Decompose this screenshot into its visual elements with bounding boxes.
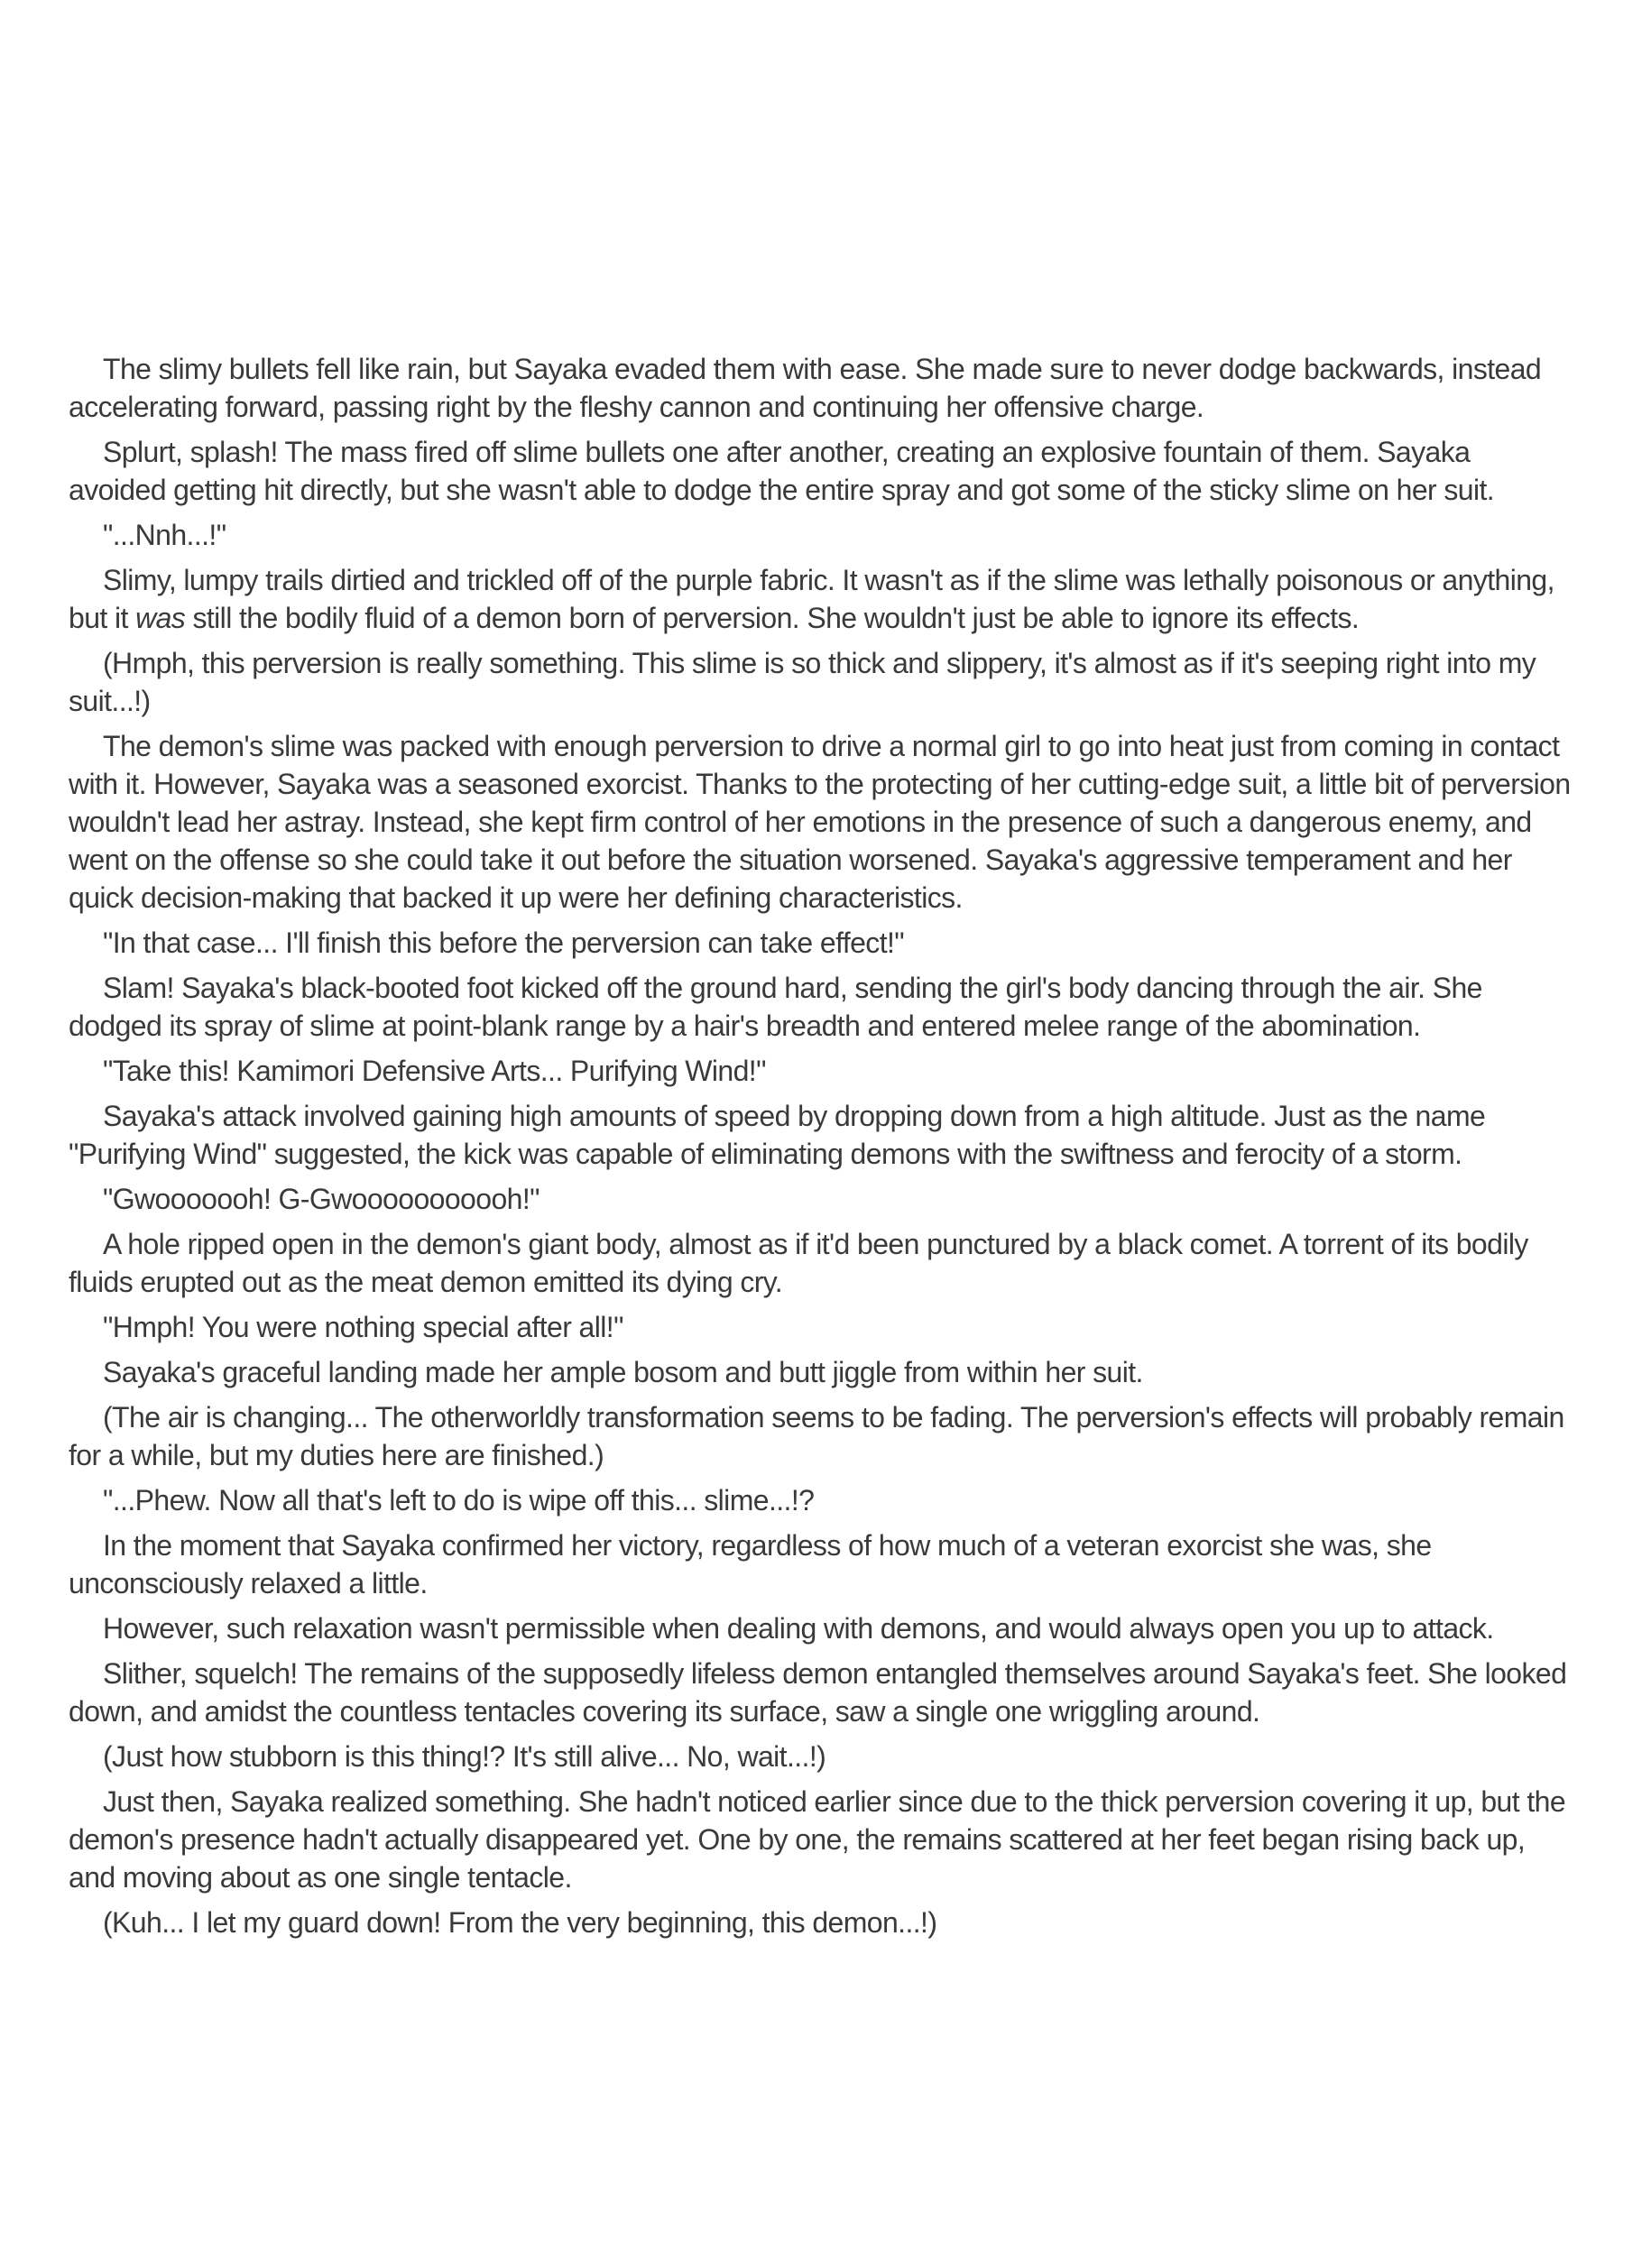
text-segment: Slither, squelch! The remains of the supposedly lifeless demon entangled themselves around Sayaka's feet. She looked down, and amidst the countless tentacles covering its surface, saw a single one wriggling around. [69, 1657, 1567, 1728]
text-segment: In the moment that Sayaka confirmed her victory, regardless of how much of a veteran exorcist she was, she unconsciously relaxed a little. [69, 1529, 1432, 1600]
text-segment: The slimy bullets fell like rain, but Sayaka evaded them with ease. She made sure to never dodge backwards, instead accelerating forward, passing right by the fleshy cannon and continuing her offensive charge. [69, 353, 1542, 423]
text-segment: Splurt, splash! The mass fired off slime bullets one after another, creating an explosive fountain of them. Sayaka avoided getting hit directly, but she wasn't able to dodge the entire spray and got some of the sticky slime on her suit. [69, 436, 1495, 506]
paragraph [69, 1526, 1573, 1602]
text-segment: "Gwooooooh! G-Gwooooooooooh!" [103, 1183, 540, 1215]
paragraph [69, 1655, 1573, 1730]
text-segment: "Hmph! You were nothing special after all!" [103, 1311, 623, 1343]
paragraph [69, 1783, 1573, 1896]
text-segment: The demon's slime was packed with enough perversion to drive a normal girl to go into heat just from coming in contact with it. However, Sayaka was a seasoned exorcist. Thanks to the protecting of her cutting-edge suit, a little bit of perversion wouldn't lead her astray. Instead, she kept firm control of her emotions in the presence of such a dangerous enemy, and went on the offense so she could take it out before the situation worsened. Sayaka's aggressive temperament and her quick decision-making that backed it up were her defining characteristics. [69, 730, 1571, 914]
paragraph [69, 1097, 1573, 1173]
paragraph [69, 727, 1573, 917]
text-segment: Sayaka's graceful landing made her ample bosom and butt jiggle from within her suit. [103, 1356, 1143, 1388]
text-segment: Sayaka's attack involved gaining high amounts of speed by dropping down from a high altitude. Just as the name "Purifying Wind" suggested, the kick was capable of eliminating demons with the swiftness and ferocity of a storm. [69, 1100, 1486, 1170]
paragraph [69, 1353, 1573, 1391]
novel-text-block [69, 350, 1573, 1941]
italic-emphasis: was [135, 602, 186, 634]
paragraph [69, 561, 1573, 637]
paragraph [69, 433, 1573, 509]
text-segment: (Kuh... I let my guard down! From the very beginning, this demon...!) [103, 1906, 937, 1939]
text-segment: "In that case... I'll finish this before the perversion can take effect!" [103, 927, 905, 959]
paragraph [69, 1308, 1573, 1346]
text-segment: "Take this! Kamimori Defensive Arts... Purifying Wind!" [103, 1055, 766, 1087]
paragraph [69, 644, 1573, 720]
text-segment: still the bodily fluid of a demon born of perversion. She wouldn't just be able to ignore its effects. [185, 602, 1360, 634]
paragraph [69, 1180, 1573, 1218]
paragraph [69, 1609, 1573, 1647]
text-segment: A hole ripped open in the demon's giant body, almost as if it'd been punctured by a black comet. A torrent of its bodily fluids erupted out as the meat demon emitted its dying cry. [69, 1228, 1528, 1298]
text-segment: "...Nnh...!" [103, 519, 226, 551]
text-segment: (The air is changing... The otherworldly transformation seems to be fading. The perversion's effects will probably remain for a while, but my duties here are finished.) [69, 1401, 1564, 1471]
paragraph [69, 924, 1573, 962]
paragraph [69, 1398, 1573, 1474]
text-segment: However, such relaxation wasn't permissible when dealing with demons, and would always open you up to attack. [103, 1612, 1494, 1645]
paragraph [69, 1738, 1573, 1775]
text-segment: Slimy, lumpy trails dirtied and trickled off of the purple fabric. It wasn't as if the slime was lethally poisonous or anything, but it [69, 564, 1554, 634]
paragraph [69, 969, 1573, 1045]
text-segment: Slam! Sayaka's black-booted foot kicked off the ground hard, sending the girl's body dancing through the air. She dodged its spray of slime at point-blank range by a hair's breadth and entered melee range of the abomination. [69, 972, 1482, 1042]
text-segment: (Just how stubborn is this thing!? It's still alive... No, wait...!) [103, 1740, 826, 1773]
text-segment: Just then, Sayaka realized something. She hadn't noticed earlier since due to the thick perversion covering it up, but the demon's presence hadn't actually disappeared yet. One by one, the remains scattered at her feet began rising back up, and moving about as one single tentacle. [69, 1785, 1566, 1894]
paragraph [69, 350, 1573, 426]
text-segment: (Hmph, this perversion is really something. This slime is so thick and slippery, it's almost as if it's seeping right into my suit...!) [69, 647, 1536, 717]
text-segment: "...Phew. Now all that's left to do is wipe off this... slime...!? [103, 1484, 815, 1517]
paragraph [69, 1904, 1573, 1941]
paragraph [69, 1225, 1573, 1301]
paragraph [69, 516, 1573, 554]
paragraph [69, 1052, 1573, 1090]
paragraph [69, 1481, 1573, 1519]
